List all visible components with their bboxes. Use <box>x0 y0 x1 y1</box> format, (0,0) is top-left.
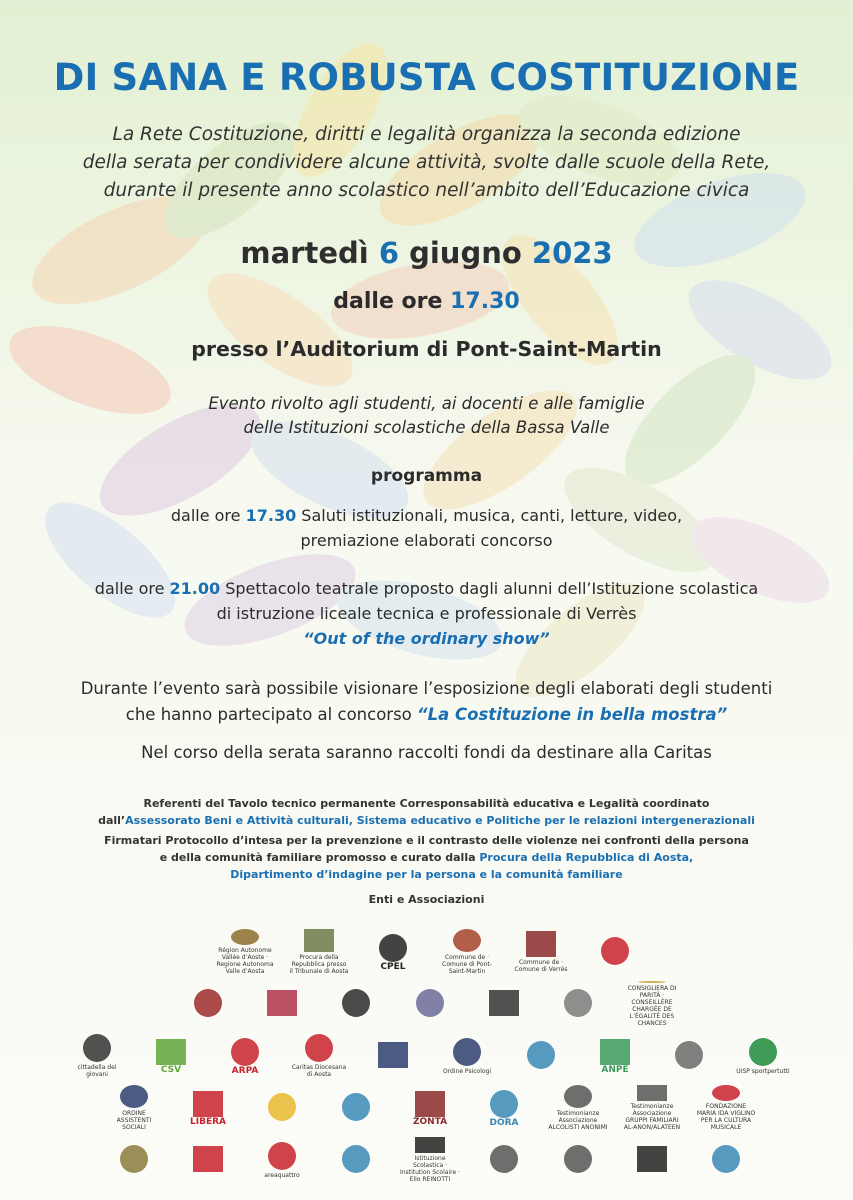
programme-time: 17.30 <box>245 506 297 525</box>
programme-text: premiazione elaborati concorso <box>300 531 553 550</box>
logo-row <box>60 980 800 1028</box>
logo-row <box>60 1084 800 1132</box>
signatories-line: Firmatari Protocollo d’intesa per la prevenzione e il contrasto delle violenze nei confronti della persona <box>104 834 749 847</box>
programme-time-prefix: dalle ore <box>94 579 165 598</box>
logo-label: ANPE <box>601 1064 629 1075</box>
logo-label: Istituzione Scolastica · Institution Scolaire · Elio REINOTTI <box>400 1155 460 1183</box>
cittadella-giovani-emblem-icon <box>83 1034 111 1062</box>
gruppi-familiari-emblem-icon <box>637 1085 667 1101</box>
logo-label: areaquattro <box>264 1171 300 1179</box>
logo-label: CONSIGLIERA DI PARITÀ · CONSEILLÈRE CHARGÉE DE L’ÉGALITÉ DES CHANCES <box>627 985 677 1027</box>
istituto-logo-7-emblem-icon <box>712 1145 740 1173</box>
carabinieri-emblem-icon <box>267 990 297 1016</box>
istituzione-reinotti-emblem-icon <box>415 1137 445 1153</box>
uisp-emblem-icon <box>749 1038 777 1066</box>
event-date <box>0 236 853 270</box>
regione-autonoma-valle-daosta-logo <box>215 929 275 975</box>
date-day: 6 <box>378 236 399 270</box>
logo-label: Testimonianze Associazione GRUPPI FAMILIARI AL-ANON/ALATEEN <box>623 1103 681 1131</box>
intro-line: La Rete Costituzione, diritti e legalità organizza la seconda edizione <box>112 124 741 145</box>
testimonianze-emblem-icon <box>564 1085 592 1108</box>
anpe-emblem-icon <box>600 1039 630 1065</box>
istituto-logo-3 <box>326 1137 386 1183</box>
guardia-finanza-emblem-icon <box>342 989 370 1017</box>
signatories-text <box>0 832 853 883</box>
logo-row <box>60 1032 800 1080</box>
logo-label: UISP sportpertutti <box>736 1067 790 1075</box>
procura-repubblica-logo <box>289 929 349 975</box>
istituto-logo-3-emblem-icon <box>342 1145 370 1173</box>
weekend-emblem-icon <box>268 1093 296 1121</box>
istituto-logo-4-emblem-icon <box>490 1145 518 1173</box>
areaquattro-emblem-icon <box>268 1142 296 1170</box>
intro-line: durante il presente anno scolastico nell’ambito dell’Educazione civica <box>103 180 750 201</box>
date-weekday: martedì <box>240 236 369 270</box>
logo-label: Région Autonome Vallée d’Aoste · Regione Autonoma Valle d’Aosta <box>216 947 274 975</box>
istituzione-reinotti-logo <box>400 1137 460 1183</box>
logo-label: ZONTA <box>412 1116 448 1127</box>
assessorato-emblem-icon <box>601 937 629 965</box>
event-place: presso l’Auditorium di Pont-Saint-Martin <box>191 337 662 361</box>
caritas-logo <box>289 1033 349 1079</box>
ordine-commercialisti-logo <box>511 1033 571 1079</box>
caritas-emblem-icon <box>305 1034 333 1062</box>
logo-label: cittadella dei giovani <box>77 1064 117 1078</box>
istituto-logo-2 <box>178 1137 238 1183</box>
logo-label: Commune de · Comune di Pont-Saint-Martin <box>442 954 492 975</box>
contest-title: “La Costituzione in bella mostra” <box>417 705 728 724</box>
esercito-logo <box>548 981 608 1027</box>
istituto-logo-1-emblem-icon <box>120 1145 148 1173</box>
audience-text <box>0 392 853 440</box>
comune-verres-logo <box>511 929 571 975</box>
programme-time: 21.00 <box>169 579 221 598</box>
logo-label: Testimonianze Associazione ALCOLISTI ANONIMI <box>548 1110 608 1131</box>
ordine-medici-emblem-icon <box>675 1041 703 1069</box>
exhibition-text <box>0 676 853 728</box>
intro-text <box>0 121 853 205</box>
libera-emblem-icon <box>193 1091 223 1117</box>
event-time <box>0 289 853 314</box>
logo-label: LIBERA <box>190 1116 226 1127</box>
programme-time-prefix: dalle ore <box>170 506 241 525</box>
referents-department: Assessorato Beni e Attività culturali, Sistema educativo e Politiche per le relazioni intergenerazionali <box>125 814 755 827</box>
anpe-logo <box>585 1033 645 1079</box>
ordine-commercialisti-emblem-icon <box>527 1041 555 1069</box>
comune-pont-saint-martin-emblem-icon <box>453 929 481 952</box>
ordine-assistenti-sociali-emblem-icon <box>120 1085 148 1108</box>
logo-label: Procura della Repubblica presso il Tribunale di Aosta <box>289 954 349 975</box>
polizia-penitenziaria-emblem-icon <box>416 989 444 1017</box>
fondazione-logo <box>696 1085 756 1131</box>
dora-emblem-icon <box>490 1090 518 1118</box>
referents-line: Referenti del Tavolo tecnico permanente Corresponsabilità educativa e Legalità coordinato <box>143 797 710 810</box>
istituto-logo-6 <box>622 1137 682 1183</box>
polizia-logo <box>178 981 238 1027</box>
libera-logo <box>178 1085 238 1131</box>
istituto-logo-7 <box>696 1137 756 1183</box>
unicef-emblem-icon <box>342 1093 370 1121</box>
programme-item-1 <box>0 503 853 553</box>
programme-text: Spettacolo teatrale proposto dagli alunni dell’Istituzione scolastica <box>225 579 759 598</box>
fondazione-emblem-icon <box>712 1085 740 1101</box>
programme-item-2 <box>0 576 853 651</box>
istituto-logo-1 <box>104 1137 164 1183</box>
regione-autonoma-valle-daosta-emblem-icon <box>231 929 259 945</box>
logo-row <box>60 928 800 976</box>
zonta-emblem-icon <box>415 1091 445 1117</box>
arpa-emblem-icon <box>231 1038 259 1066</box>
logo-label: Caritas Diocesana di Aosta <box>291 1064 347 1078</box>
unicef-logo <box>326 1085 386 1131</box>
gruppi-familiari-logo <box>622 1085 682 1131</box>
programme-heading: programma <box>370 466 483 486</box>
programme-text: Saluti istituzionali, musica, canti, letture, video, <box>301 506 683 525</box>
partner-logos <box>60 928 800 1190</box>
istituto-logo-2-emblem-icon <box>193 1146 223 1172</box>
audience-line: delle Istituzioni scolastiche della Bassa Valle <box>243 418 610 437</box>
ordine-assistenti-sociali-logo <box>104 1085 164 1131</box>
entities-heading: Enti e Associazioni <box>368 893 485 906</box>
logo-label: FONDAZIONE MARIA IDA VIGLINO PER LA CULTURA MUSICALE <box>696 1103 756 1131</box>
logo-label: CPEL <box>380 961 406 972</box>
vigili-fuoco-logo <box>474 981 534 1027</box>
time-prefix: dalle ore <box>333 289 443 314</box>
date-month: giugno <box>409 236 522 270</box>
logo-label: Commune de · Comune di Verrès <box>514 959 568 973</box>
consigliera-parita-emblem-icon <box>638 981 666 983</box>
show-title: “Out of the ordinary show” <box>303 629 550 648</box>
weekend-logo <box>252 1085 312 1131</box>
uisp-logo <box>733 1033 793 1079</box>
referents-prefix: dall’ <box>98 814 126 827</box>
ordine-medici-logo <box>659 1033 719 1079</box>
polizia-penitenziaria-logo <box>400 981 460 1027</box>
audience-line: Evento rivolto agli studenti, ai docenti e alle famiglie <box>208 394 645 413</box>
signatories-office: Procura della Repubblica di Aosta, <box>479 851 694 864</box>
avvocati-emblem-icon <box>378 1042 408 1068</box>
logo-label: DORA <box>489 1117 519 1128</box>
carabinieri-logo <box>252 981 312 1027</box>
avvocati-logo <box>363 1033 423 1079</box>
poster-title: DI SANA E ROBUSTA COSTITUZIONE <box>53 56 800 99</box>
comune-verres-emblem-icon <box>526 931 556 957</box>
logo-label: CSV <box>160 1064 182 1075</box>
ordine-psicologi-logo <box>437 1033 497 1079</box>
signatories-department: Dipartimento d’indagine per la persona e la comunità familiare <box>230 868 623 881</box>
intro-line: della serata per condividere alcune attività, svolte dalle scuole della Rete, <box>82 152 771 173</box>
cpel-logo <box>363 929 423 975</box>
assessorato-logo <box>585 929 645 975</box>
signatories-line: e della comunità familiare promosso e curato dalla <box>159 851 476 864</box>
istituto-logo-5-emblem-icon <box>564 1145 592 1173</box>
csv-emblem-icon <box>156 1039 186 1065</box>
caritas-note: Nel corso della serata saranno raccolti fondi da destinare alla Caritas <box>141 743 712 762</box>
polizia-emblem-icon <box>194 989 222 1017</box>
logo-label: Ordine Psicologi <box>442 1067 492 1075</box>
istituto-logo-4 <box>474 1137 534 1183</box>
consigliera-parita-logo <box>622 981 682 1027</box>
csv-logo <box>141 1033 201 1079</box>
exhibition-line: Durante l’evento sarà possibile visionare l’esposizione degli elaborati degli studenti <box>80 679 773 698</box>
guardia-finanza-logo <box>326 981 386 1027</box>
comune-pont-saint-martin-logo <box>437 929 497 975</box>
exhibition-line: che hanno partecipato al concorso <box>125 705 412 724</box>
logo-label: ORDINE ASSISTENTI SOCIALI <box>116 1110 152 1131</box>
programme-text: di istruzione liceale tecnica e professionale di Verrès <box>216 604 637 623</box>
time-hour: 17.30 <box>450 289 520 314</box>
testimonianze-logo <box>548 1085 608 1131</box>
arpa-logo <box>215 1033 275 1079</box>
dora-logo <box>474 1085 534 1131</box>
logo-label: ARPA <box>231 1065 259 1076</box>
cittadella-giovani-logo <box>67 1033 127 1079</box>
istituto-logo-6-emblem-icon <box>637 1146 667 1172</box>
areaquattro-logo <box>252 1137 312 1183</box>
istituto-logo-5 <box>548 1137 608 1183</box>
cpel-emblem-icon <box>379 934 407 962</box>
procura-repubblica-emblem-icon <box>304 929 334 952</box>
date-year: 2023 <box>531 236 613 270</box>
referents-text <box>0 795 853 829</box>
ordine-psicologi-emblem-icon <box>453 1038 481 1066</box>
esercito-emblem-icon <box>564 989 592 1017</box>
zonta-logo <box>400 1085 460 1131</box>
vigili-fuoco-emblem-icon <box>489 990 519 1016</box>
logo-row <box>60 1136 800 1184</box>
